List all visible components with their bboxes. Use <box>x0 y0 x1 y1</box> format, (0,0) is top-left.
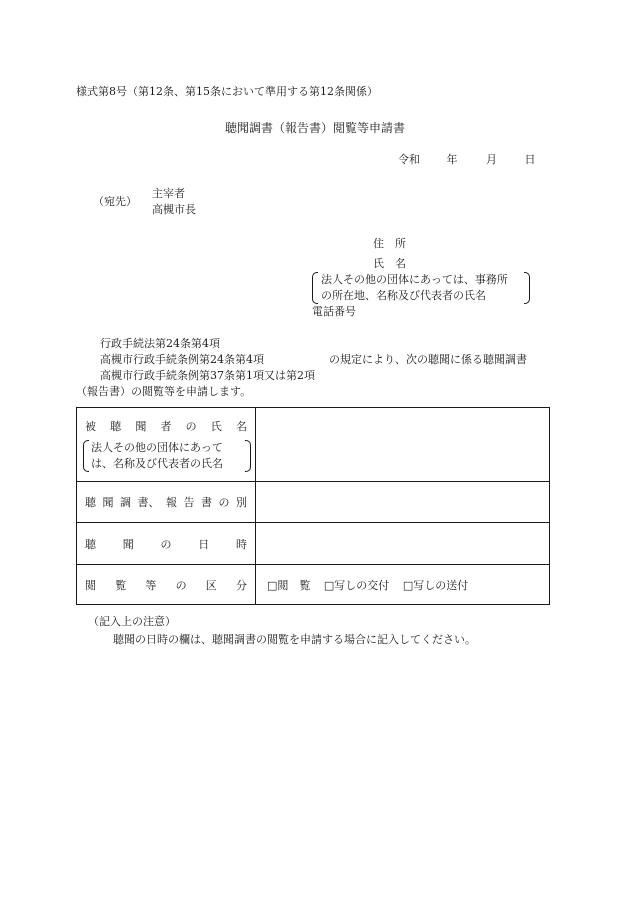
address-label: 住 所 <box>373 237 406 250</box>
bracket-right <box>524 272 530 304</box>
table-row <box>77 408 550 482</box>
recipient-presider: 主宰者 <box>152 187 185 200</box>
date-month: 月 <box>486 153 497 166</box>
inspection-type-options <box>256 565 550 605</box>
document-title: 聴聞調書（報告書）閲覧等申請書 <box>224 121 405 135</box>
hearing-subject-note-line2: は、名称及び代表者の氏名 <box>91 456 223 470</box>
notes-text: 聴聞の日時の欄は、聴聞調書の閲覧を申請する場合に記入してください。 <box>113 633 476 646</box>
inspection-type-label-cell <box>77 565 256 605</box>
option-copy-send-checkbox[interactable]: □写しの送付 <box>402 578 469 592</box>
date-era: 令和 <box>398 153 420 166</box>
hearing-subject-note-line1: 法人その他の団体にあって <box>91 440 223 454</box>
hearing-datetime-label-cell <box>77 523 256 565</box>
date-line <box>398 152 536 168</box>
option-copy-issue-checkbox[interactable]: □写しの交付 <box>323 578 390 592</box>
notes-heading: （記入上の注意） <box>88 615 176 628</box>
bracket-right <box>245 440 251 472</box>
table-row <box>77 482 550 523</box>
option-inspect-checkbox[interactable]: □閲 覧 <box>267 578 311 592</box>
hearing-datetime-label: 聴 聞 の 日 時 <box>85 537 247 551</box>
form-number: 様式第8号（第12条、第15条において準用する第12条関係） <box>76 85 378 98</box>
corp-note-bracket <box>312 272 530 304</box>
law-reference-3: 高槻市行政手続条例第37条第1項又は第2項 <box>100 369 315 382</box>
inspection-type-label: 閲 覧 等 の 区 分 <box>85 578 247 592</box>
date-day: 日 <box>524 153 536 166</box>
hearing-subject-field[interactable] <box>256 408 550 482</box>
table-row <box>77 523 550 565</box>
corp-note-line1: 法人その他の団体にあっては、事務所 <box>321 273 508 286</box>
closing-text: （報告書）の閲覧等を申請します。 <box>76 385 252 398</box>
corp-note-line2: の所在地、名称及び代表者の氏名 <box>321 289 486 302</box>
name-label: 氏 名 <box>373 257 406 270</box>
phone-label: 電話番号 <box>312 305 356 318</box>
record-type-label: 聴 聞 調 書、 報 告 書 の 別 <box>85 496 247 509</box>
recipient-mayor: 高槻市長 <box>152 203 196 216</box>
hearing-subject-label: 被 聴 聞 者 の 氏 名 <box>85 419 247 433</box>
application-table <box>76 407 550 605</box>
table-row <box>77 565 550 605</box>
law-reference-1: 行政手続法第24条第4項 <box>100 337 220 350</box>
hearing-subject-note <box>83 440 251 472</box>
clause-text: の規定により、次の聴聞に係る聴聞調書 <box>329 353 527 366</box>
record-type-label-cell <box>77 482 256 523</box>
law-reference-2: 高槻市行政手続条例第24条第4項 <box>100 353 264 366</box>
hearing-datetime-field[interactable] <box>256 523 550 565</box>
record-type-field[interactable] <box>256 482 550 523</box>
date-year: 年 <box>446 153 458 166</box>
bracket-left <box>312 272 318 304</box>
recipient-label: （宛先） <box>93 195 137 208</box>
bracket-left <box>83 440 89 472</box>
hearing-subject-label-cell <box>77 408 256 482</box>
